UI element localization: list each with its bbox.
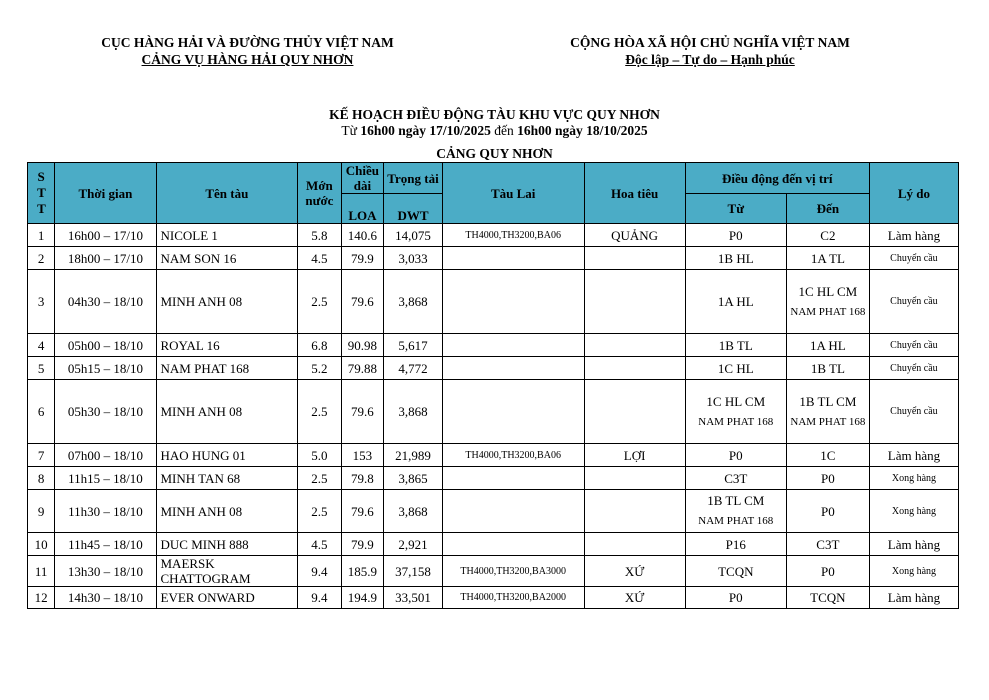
col-from: Từ <box>685 194 786 224</box>
cell-draft: 9.4 <box>298 556 342 587</box>
cell-tug: TH4000,TH3200,BA3000 <box>442 556 584 587</box>
country-name: CỘNG HÒA XÃ HỘI CHỦ NGHĨA VIỆT NAM <box>570 35 850 50</box>
cell-ship: MAERSK CHATTOGRAM <box>156 556 298 587</box>
table-row <box>28 357 959 380</box>
cell-to <box>786 270 869 334</box>
cell-to: C3T <box>786 533 869 556</box>
cell-pilot: XỨ <box>584 556 685 587</box>
cell-to-main: 1B TL CM <box>799 393 857 409</box>
cell-time: 11h30 – 18/10 <box>55 490 156 533</box>
cell-draft: 5.0 <box>298 444 342 467</box>
cell-time: 05h00 – 18/10 <box>55 334 156 357</box>
period-end: 16h00 ngày 18/10/2025 <box>517 123 648 138</box>
cell-dwt: 3,033 <box>384 247 443 270</box>
cell-draft: 6.8 <box>298 334 342 357</box>
cell-stt: 4 <box>28 334 55 357</box>
cell-stt: 2 <box>28 247 55 270</box>
cell-tug <box>442 467 584 490</box>
cell-dwt: 37,158 <box>384 556 443 587</box>
cell-draft: 2.5 <box>298 467 342 490</box>
cell-ship: ROYAL 16 <box>156 334 298 357</box>
cell-tug: TH4000,TH3200,BA06 <box>442 444 584 467</box>
cell-ship: HAO HUNG 01 <box>156 444 298 467</box>
cell-time: 05h30 – 18/10 <box>55 380 156 444</box>
cell-draft: 4.5 <box>298 533 342 556</box>
cell-dwt: 3,868 <box>384 270 443 334</box>
cell-loa: 79.6 <box>341 490 384 533</box>
cell-stt: 9 <box>28 490 55 533</box>
cell-loa: 79.6 <box>341 380 384 444</box>
cell-dwt: 3,868 <box>384 380 443 444</box>
cell-from-main: 1B TL CM <box>707 493 765 508</box>
cell-stt: 10 <box>28 533 55 556</box>
table-row <box>28 380 959 444</box>
cell-to: TCQN <box>786 587 869 609</box>
col-time: Thời gian <box>55 163 156 224</box>
cell-draft: 2.5 <box>298 270 342 334</box>
cell-ship: MINH TAN 68 <box>156 467 298 490</box>
col-pilot: Hoa tiêu <box>584 163 685 224</box>
table-row <box>28 467 959 490</box>
cell-to: 1B TL <box>786 357 869 380</box>
col-length: Chiều dài <box>341 163 384 194</box>
cell-reason: Xong hàng <box>869 490 958 533</box>
cell-draft: 2.5 <box>298 490 342 533</box>
table-row <box>28 224 959 247</box>
cell-time: 11h15 – 18/10 <box>55 467 156 490</box>
cell-from: 1B TL <box>685 334 786 357</box>
cell-dwt: 21,989 <box>384 444 443 467</box>
col-stt-label: STT <box>37 169 46 216</box>
cell-draft: 4.5 <box>298 247 342 270</box>
cell-to: 1C <box>786 444 869 467</box>
cell-loa: 79.9 <box>341 247 384 270</box>
table-row <box>28 247 959 270</box>
cell-reason: Chuyển cầu <box>869 380 958 444</box>
table-row <box>28 444 959 467</box>
cell-pilot <box>584 270 685 334</box>
cell-to: 1A HL <box>786 334 869 357</box>
cell-from <box>685 490 786 533</box>
cell-tug: TH4000,TH3200,BA06 <box>442 224 584 247</box>
cell-dwt: 3,865 <box>384 467 443 490</box>
cell-tug <box>442 533 584 556</box>
cell-stt: 3 <box>28 270 55 334</box>
cell-from: 1B HL <box>685 247 786 270</box>
cell-stt: 7 <box>28 444 55 467</box>
cell-to: C2 <box>786 224 869 247</box>
cell-pilot: XỨ <box>584 587 685 609</box>
cell-reason: Chuyển cầu <box>869 247 958 270</box>
cell-reason: Làm hàng <box>869 533 958 556</box>
cell-loa: 185.9 <box>341 556 384 587</box>
cell-from: C3T <box>685 467 786 490</box>
table-row <box>28 334 959 357</box>
cell-from: 1A HL <box>685 270 786 334</box>
col-tug: Tàu Lai <box>442 163 584 224</box>
cell-loa: 140.6 <box>341 224 384 247</box>
cell-dwt: 4,772 <box>384 357 443 380</box>
ship-movement-table <box>27 162 959 609</box>
cell-from: P0 <box>685 444 786 467</box>
cell-dwt: 3,868 <box>384 490 443 533</box>
col-length-unit: LOA <box>341 194 384 224</box>
cell-reason: Chuyển cầu <box>869 357 958 380</box>
port-name: CẢNG QUY NHƠN <box>436 146 553 161</box>
cell-loa: 79.8 <box>341 467 384 490</box>
cell-pilot <box>584 247 685 270</box>
cell-loa: 79.6 <box>341 270 384 334</box>
cell-draft: 5.2 <box>298 357 342 380</box>
cell-ship: EVER ONWARD <box>156 587 298 609</box>
cell-pilot <box>584 490 685 533</box>
cell-reason: Xong hàng <box>869 556 958 587</box>
cell-time: 13h30 – 18/10 <box>55 556 156 587</box>
table-row <box>28 587 959 609</box>
cell-pilot: QUẢNG <box>584 224 685 247</box>
period-start: 16h00 ngày 17/10/2025 <box>360 123 491 138</box>
cell-stt: 6 <box>28 380 55 444</box>
table-row <box>28 533 959 556</box>
plan-title: KẾ HOẠCH ĐIỀU ĐỘNG TÀU KHU VỰC QUY NHƠN <box>329 107 660 122</box>
cell-from-sub: NAM PHAT 168 <box>698 415 774 428</box>
cell-ship: NAM PHAT 168 <box>156 357 298 380</box>
cell-ship: MINH ANH 08 <box>156 490 298 533</box>
cell-tug <box>442 247 584 270</box>
cell-tug <box>442 334 584 357</box>
cell-from: P0 <box>685 587 786 609</box>
col-ship: Tên tàu <box>156 163 298 224</box>
plan-period <box>0 123 989 139</box>
cell-tug: TH4000,TH3200,BA2000 <box>442 587 584 609</box>
cell-reason: Làm hàng <box>869 224 958 247</box>
cell-dwt: 5,617 <box>384 334 443 357</box>
cell-reason: Làm hàng <box>869 444 958 467</box>
col-to: Đến <box>786 194 869 224</box>
col-tonnage-unit: DWT <box>384 194 443 224</box>
cell-from: P0 <box>685 224 786 247</box>
cell-pilot <box>584 334 685 357</box>
table-row <box>28 490 959 533</box>
cell-to-sub: NAM PHAT 168 <box>790 415 866 428</box>
cell-to: P0 <box>786 490 869 533</box>
cell-time: 05h15 – 18/10 <box>55 357 156 380</box>
cell-stt: 12 <box>28 587 55 609</box>
cell-to-main: 1C HL CM <box>798 283 858 299</box>
cell-pilot <box>584 380 685 444</box>
table-row <box>28 556 959 587</box>
cell-stt: 1 <box>28 224 55 247</box>
period-prefix: Từ <box>341 123 361 138</box>
cell-from: 1C HL <box>685 357 786 380</box>
cell-stt: 11 <box>28 556 55 587</box>
cell-time: 04h30 – 18/10 <box>55 270 156 334</box>
period-mid: đến <box>490 123 518 138</box>
cell-to: 1A TL <box>786 247 869 270</box>
cell-to: P0 <box>786 556 869 587</box>
cell-stt: 5 <box>28 357 55 380</box>
cell-ship: MINH ANH 08 <box>156 380 298 444</box>
col-reason: Lý do <box>869 163 958 224</box>
cell-reason: Xong hàng <box>869 467 958 490</box>
cell-ship: DUC MINH 888 <box>156 533 298 556</box>
cell-reason: Làm hàng <box>869 587 958 609</box>
cell-time: 11h45 – 18/10 <box>55 533 156 556</box>
cell-ship: MINH ANH 08 <box>156 270 298 334</box>
col-move: Điều động đến vị trí <box>685 163 869 194</box>
agency-header <box>70 34 425 68</box>
cell-pilot <box>584 357 685 380</box>
cell-from: TCQN <box>685 556 786 587</box>
cell-draft: 5.8 <box>298 224 342 247</box>
agency-name: CỤC HÀNG HẢI VÀ ĐƯỜNG THỦY VIỆT NAM <box>101 35 394 50</box>
motto: Độc lập – Tự do – Hạnh phúc <box>625 52 795 67</box>
cell-tug <box>442 490 584 533</box>
cell-time: 14h30 – 18/10 <box>55 587 156 609</box>
cell-to: P0 <box>786 467 869 490</box>
port-authority-name: CẢNG VỤ HÀNG HẢI QUY NHƠN <box>141 52 354 67</box>
cell-loa: 79.88 <box>341 357 384 380</box>
cell-dwt: 33,501 <box>384 587 443 609</box>
cell-dwt: 2,921 <box>384 533 443 556</box>
cell-draft: 9.4 <box>298 587 342 609</box>
col-stt <box>28 163 55 224</box>
cell-to-sub: NAM PHAT 168 <box>790 305 866 318</box>
cell-loa: 153 <box>341 444 384 467</box>
cell-dwt: 14,075 <box>384 224 443 247</box>
cell-reason: Chuyển cầu <box>869 334 958 357</box>
cell-ship: NAM SON 16 <box>156 247 298 270</box>
cell-loa: 194.9 <box>341 587 384 609</box>
cell-from: P16 <box>685 533 786 556</box>
cell-pilot: LỢI <box>584 444 685 467</box>
national-header <box>525 34 895 68</box>
cell-stt: 8 <box>28 467 55 490</box>
col-tonnage: Trọng tải <box>384 163 443 194</box>
table-row <box>28 270 959 334</box>
cell-from <box>685 380 786 444</box>
cell-tug <box>442 380 584 444</box>
document-title <box>0 107 989 139</box>
cell-tug <box>442 357 584 380</box>
cell-ship: NICOLE 1 <box>156 224 298 247</box>
cell-pilot <box>584 467 685 490</box>
col-draft: Mớn nước <box>298 163 342 224</box>
cell-draft: 2.5 <box>298 380 342 444</box>
cell-time: 16h00 – 17/10 <box>55 224 156 247</box>
cell-loa: 79.9 <box>341 533 384 556</box>
cell-to <box>786 380 869 444</box>
cell-from-sub: NAM PHAT 168 <box>698 515 774 527</box>
cell-time: 18h00 – 17/10 <box>55 247 156 270</box>
cell-reason: Chuyển cầu <box>869 270 958 334</box>
cell-pilot <box>584 533 685 556</box>
cell-from-main: 1C HL CM <box>706 393 766 409</box>
cell-loa: 90.98 <box>341 334 384 357</box>
cell-tug <box>442 270 584 334</box>
cell-time: 07h00 – 18/10 <box>55 444 156 467</box>
